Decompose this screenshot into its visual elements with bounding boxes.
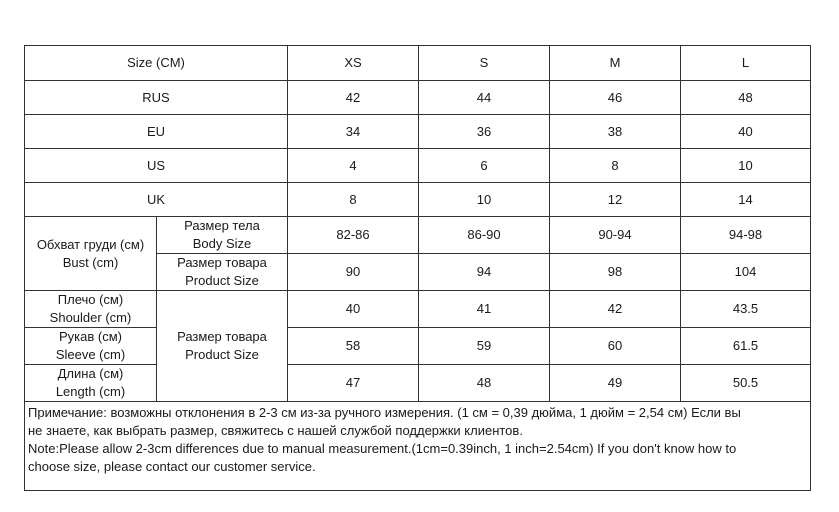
uk-row <box>25 183 811 217</box>
note-ru-line-2: не знаете, как выбрать размер, свяжитесь с нашей службой поддержки клиентов. <box>28 423 523 438</box>
table-cell: 4 <box>288 149 419 183</box>
table-cell: 44 <box>419 81 550 115</box>
size-l-header: L <box>681 46 811 81</box>
table-cell: 86-90 <box>419 217 550 254</box>
table-cell: 12 <box>550 183 681 217</box>
table-cell: 90-94 <box>550 217 681 254</box>
size-m-header: M <box>550 46 681 81</box>
table-cell: 49 <box>550 365 681 402</box>
table-cell: 60 <box>550 328 681 365</box>
sleeve-label-ru: Рукав (см) <box>59 329 122 344</box>
size-xs-header: XS <box>288 46 419 81</box>
table-cell: 104 <box>681 254 811 291</box>
row-label-uk: UK <box>25 183 288 217</box>
row-label-rus: RUS <box>25 81 288 115</box>
table-cell: 10 <box>419 183 550 217</box>
table-cell: 90 <box>288 254 419 291</box>
table-cell: 58 <box>288 328 419 365</box>
bust-label-ru: Обхват груди (см) <box>36 236 145 252</box>
body-size-label-en: Body Size <box>192 236 252 251</box>
table-cell: 48 <box>681 81 811 115</box>
bust-label <box>25 217 157 291</box>
note-en-line-2: choose size, please contact our customer service. <box>28 459 316 474</box>
eu-row <box>25 115 811 149</box>
sleeve-label <box>25 328 157 365</box>
table-cell: 38 <box>550 115 681 149</box>
length-label-ru: Длина (см) <box>57 366 124 381</box>
table-cell: 50.5 <box>681 365 811 402</box>
table-cell: 47 <box>288 365 419 402</box>
table-cell: 94-98 <box>681 217 811 254</box>
table-cell: 94 <box>419 254 550 291</box>
product-size-group-label-ru: Размер товара <box>177 329 267 344</box>
table-cell: 42 <box>288 81 419 115</box>
note-ru-line-1: Примечание: возможны отклонения в 2-3 см из-за ручного измерения. (1 см = 0,39 дюйма, 1 дюйм = 2,54 см) Если вы <box>28 405 741 420</box>
table-cell: 40 <box>288 291 419 328</box>
table-cell: 48 <box>419 365 550 402</box>
size-chart-table <box>24 45 811 491</box>
shoulder-label-ru: Плечо (см) <box>57 292 124 307</box>
table-cell: 43.5 <box>681 291 811 328</box>
shoulder-label-en: Shoulder (cm) <box>49 310 132 325</box>
header-row <box>25 46 811 81</box>
sleeve-row <box>25 328 811 365</box>
table-cell: 98 <box>550 254 681 291</box>
table-cell: 6 <box>419 149 550 183</box>
bust-label-en: Bust (cm) <box>62 254 119 270</box>
table-cell: 59 <box>419 328 550 365</box>
shoulder-label <box>25 291 157 328</box>
table-cell: 34 <box>288 115 419 149</box>
table-cell: 8 <box>288 183 419 217</box>
rus-row <box>25 81 811 115</box>
table-cell: 36 <box>419 115 550 149</box>
bust-product-size-label-ru: Размер товара <box>177 255 267 270</box>
size-s-header: S <box>419 46 550 81</box>
table-cell: 14 <box>681 183 811 217</box>
sleeve-label-en: Sleeve (cm) <box>55 347 126 362</box>
size-header-label: Size (CM) <box>25 46 288 81</box>
table-cell: 42 <box>550 291 681 328</box>
size-note <box>25 402 811 491</box>
length-row <box>25 365 811 402</box>
table-cell: 10 <box>681 149 811 183</box>
length-label-en: Length (cm) <box>55 384 126 399</box>
table-cell: 82-86 <box>288 217 419 254</box>
product-size-group-label-en: Product Size <box>185 347 259 362</box>
bust-product-size-label-en: Product Size <box>185 273 259 288</box>
table-cell: 46 <box>550 81 681 115</box>
table-cell: 8 <box>550 149 681 183</box>
table-cell: 41 <box>419 291 550 328</box>
us-row <box>25 149 811 183</box>
row-label-eu: EU <box>25 115 288 149</box>
body-size-label-ru: Размер тела <box>184 218 260 233</box>
shoulder-row <box>25 291 811 328</box>
product-size-group-label <box>157 291 288 402</box>
body-size-label <box>157 217 288 254</box>
note-row <box>25 402 811 491</box>
length-label <box>25 365 157 402</box>
table-cell: 61.5 <box>681 328 811 365</box>
table-cell: 40 <box>681 115 811 149</box>
row-label-us: US <box>25 149 288 183</box>
bust-body-row <box>25 217 811 254</box>
note-en-line-1: Note:Please allow 2-3cm differences due to manual measurement.(1cm=0.39inch, 1 inch=2.54cm) If you don't know how to <box>28 441 737 456</box>
bust-product-size-label <box>157 254 288 291</box>
